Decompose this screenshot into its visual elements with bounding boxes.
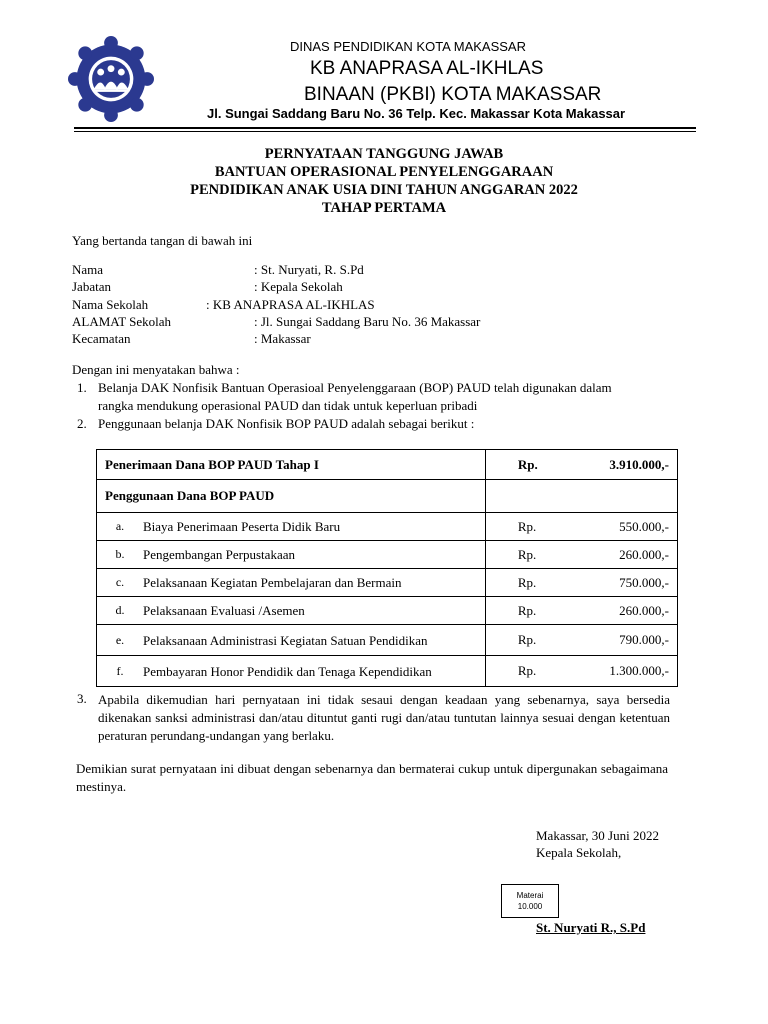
- identity-label-name: Nama: [72, 262, 104, 277]
- item-letter: b.: [115, 547, 125, 561]
- identity-value-district: : Makassar: [254, 331, 311, 346]
- received-amount-cell: [485, 450, 677, 480]
- item-letter: e.: [115, 632, 125, 647]
- identity-label-school: Nama Sekolah: [72, 297, 149, 312]
- title-line-1: PERNYATAAN TANGGUNG JAWAB: [264, 146, 504, 162]
- closing-paragraph: Demikian surat pernyataan ini dibuat dengan sebenarnya dan bermaterai cukup untuk dipergunakan sebagaimana mestinya.: [76, 761, 668, 794]
- school-name: KB ANAPRASA AL-IKHLAS: [310, 58, 544, 79]
- item-currency: Rp.: [517, 632, 537, 647]
- signer-position: Kepala Sekolah,: [536, 845, 622, 860]
- budget-table: [96, 449, 678, 687]
- item-description: Biaya Penerimaan Peserta Didik Baru: [143, 519, 341, 534]
- table-row: [97, 597, 678, 625]
- item-description: Pembayaran Honor Pendidik dan Tenaga Kependidikan: [143, 663, 432, 679]
- table-row: [97, 625, 678, 656]
- item-currency: Rp.: [517, 663, 537, 678]
- received-amount: 3.910.000,-: [609, 456, 669, 472]
- item-currency: Rp.: [517, 574, 537, 590]
- identity-value-address: : Jl. Sungai Saddang Baru No. 36 Makassar: [254, 314, 481, 329]
- item-amount: 260.000,-: [619, 546, 669, 562]
- agency-name: DINAS PENDIDIKAN KOTA MAKASSAR: [290, 39, 526, 54]
- item-amount: 1.300.000,-: [609, 663, 669, 678]
- table-row-usage-header: [97, 480, 678, 513]
- identity-value-name: : St. Nuryati, R. S.Pd: [254, 262, 364, 277]
- usage-label: Penggunaan Dana BOP PAUD: [97, 480, 486, 513]
- item-description: Pelaksanaan Evaluasi /Asemen: [143, 603, 305, 618]
- item-amount: 790.000,-: [619, 632, 669, 647]
- received-label: Penerimaan Dana BOP PAUD Tahap I: [97, 450, 486, 480]
- materai-label: Materai: [516, 891, 544, 900]
- signer-name: St. Nuryati R., S.Pd: [536, 920, 646, 935]
- materai-value: 10.000: [517, 902, 543, 911]
- table-row: [97, 541, 678, 569]
- title-line-3: PENDIDIKAN ANAK USIA DINI TAHUN ANGGARAN 2022: [190, 182, 578, 198]
- item-letter: a.: [115, 519, 125, 533]
- item-currency: Rp.: [517, 546, 537, 562]
- identity-value-school: : KB ANAPRASA AL-IKHLAS: [206, 297, 375, 312]
- place-date: Makassar, 30 Juni 2022: [536, 828, 659, 843]
- table-row: [97, 569, 678, 597]
- identity-label-address: ALAMAT Sekolah: [72, 314, 172, 329]
- table-row: [97, 513, 678, 541]
- received-currency: Rp.: [517, 456, 538, 472]
- intro-text: Yang bertanda tangan di bawah ini: [72, 233, 253, 248]
- item-description: Pengembangan Perpustakaan: [143, 547, 295, 562]
- item-letter: f.: [116, 663, 124, 678]
- item-letter: c.: [115, 575, 125, 589]
- header-divider: [74, 127, 696, 129]
- materai-stamp-box: [501, 884, 559, 918]
- item-amount: 750.000,-: [619, 574, 669, 590]
- item-letter: d.: [115, 603, 125, 617]
- usage-empty-cell: [485, 480, 677, 513]
- item-amount: 550.000,-: [619, 518, 669, 534]
- school-address: Jl. Sungai Saddang Baru No. 36 Telp. Kec. Makassar Kota Makassar: [207, 106, 626, 121]
- item-amount: 260.000,-: [619, 602, 669, 618]
- statement-intro: Dengan ini menyatakan bahwa :: [72, 362, 240, 377]
- point-1-text-continued: rangka mendukung operasional PAUD dan tidak untuk keperluan pribadi: [98, 398, 478, 413]
- header-divider-thin: [74, 131, 696, 132]
- title-line-4: TAHAP PERTAMA: [321, 200, 447, 216]
- item-description: Pelaksanaan Administrasi Kegiatan Satuan Pendidikan: [143, 632, 428, 648]
- table-row-received: [97, 450, 678, 480]
- identity-value-position: : Kepala Sekolah: [254, 279, 343, 294]
- school-subtitle: BINAAN (PKBI) KOTA MAKASSAR: [304, 84, 602, 105]
- identity-label-position: Jabatan: [72, 279, 111, 294]
- point-3-number: 3.: [77, 691, 87, 706]
- point-2-text: Penggunaan belanja DAK Nonfisik BOP PAUD adalah sebagai berikut :: [98, 416, 475, 431]
- title-line-2: BANTUAN OPERASIONAL PENYELENGGARAAN: [214, 164, 554, 180]
- item-currency: Rp.: [517, 518, 537, 534]
- point-1-text: Belanja DAK Nonfisik Bantuan Operasioal Penyelenggaraan (BOP) PAUD telah digunakan dalam: [98, 380, 612, 395]
- point-3-text: Apabila dikemudian hari pernyataan ini tidak sesaui dengan keadaan yang sebenarnya, saya bersedia dikenakan sanksi administrasi dan/atau dituntut ganti rugi dan/atau tuntutan lainnya sesuai dengan ketentuan peraturan perundang-undangan yang berlaku.: [98, 692, 670, 743]
- point-2-number: 2.: [77, 416, 87, 431]
- identity-label-district: Kecamatan: [72, 331, 131, 346]
- item-currency: Rp.: [517, 602, 537, 618]
- point-1-number: 1.: [77, 380, 87, 395]
- item-description: Pelaksanaan Kegiatan Pembelajaran dan Bermain: [143, 575, 402, 590]
- table-row: [97, 656, 678, 687]
- school-logo: [68, 36, 154, 122]
